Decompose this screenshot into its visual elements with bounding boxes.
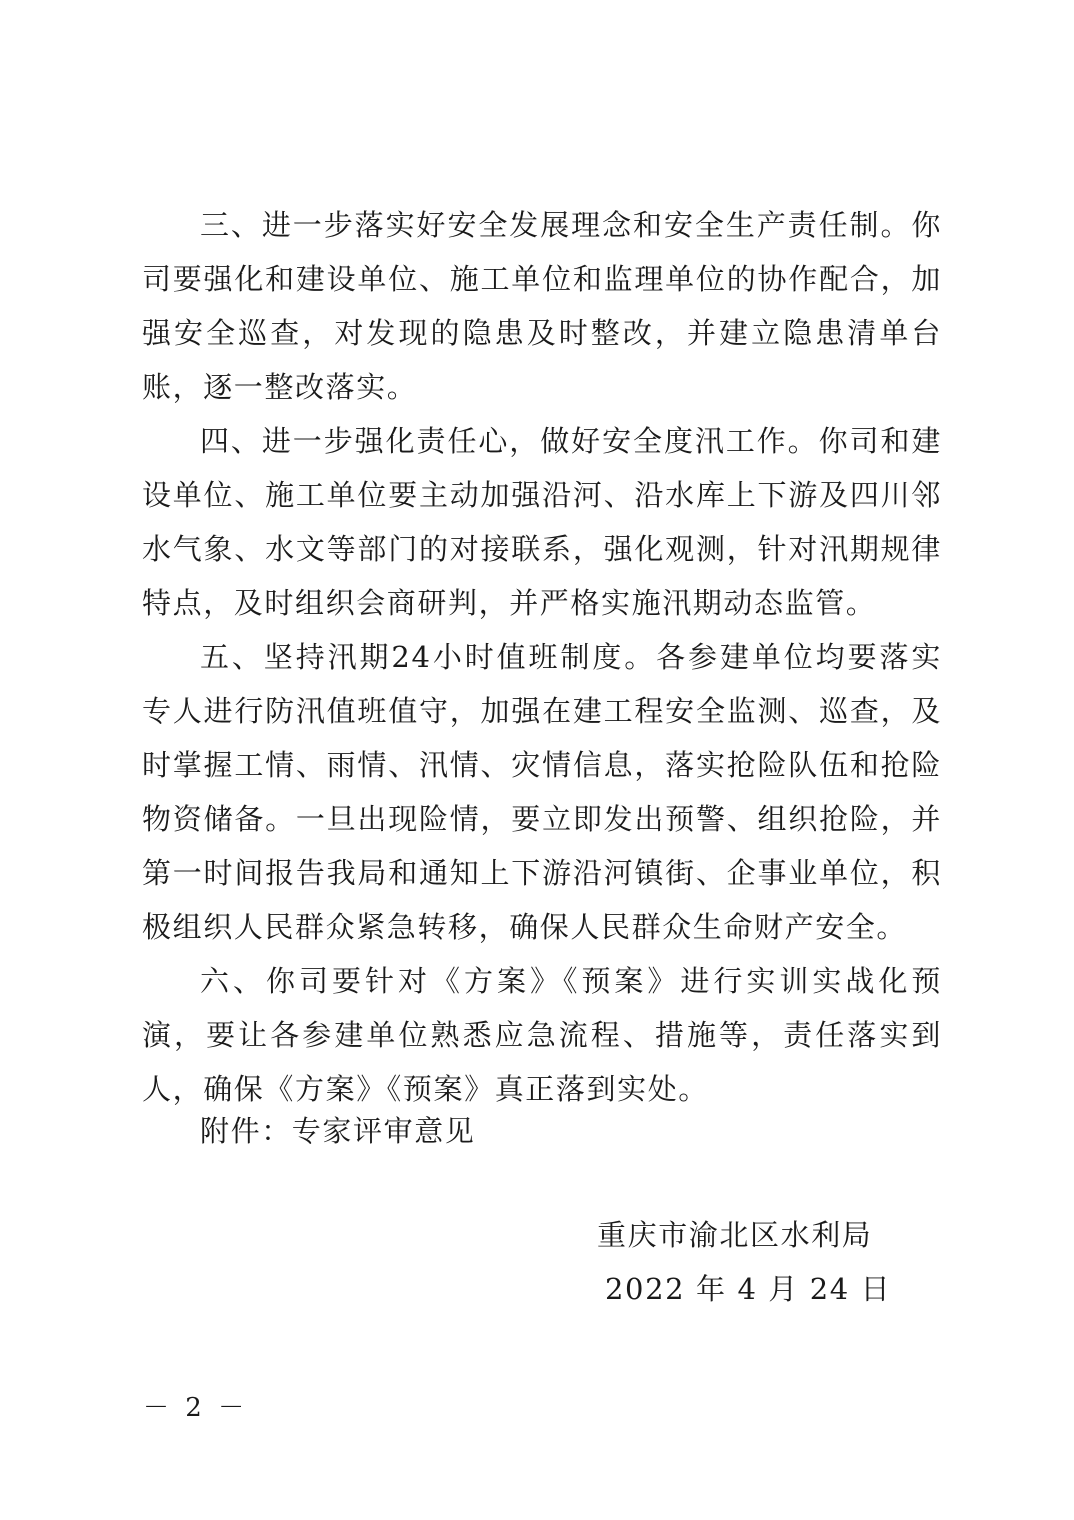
paragraph-six: 六、你司要针对《方案》《预案》进行实训实战化预演，要让各参建单位熟悉应急流程、措施等，责任落实到人，确保《方案》《预案》真正落到实处。 <box>142 964 942 1106</box>
issue-date: 2022 年 4 月 24 日 <box>605 1272 892 1306</box>
page-number: － 2 － <box>143 1393 249 1423</box>
document-body <box>142 198 942 1116</box>
paragraph-three: 三、进一步落实好安全发展理念和安全生产责任制。你司要强化和建设单位、施工单位和监理单位的协作配合，加强安全巡查，对发现的隐患及时整改，并建立隐患清单台账，逐一整改落实。 <box>142 208 942 404</box>
signature-block <box>597 1208 891 1316</box>
attachment-note: 附件：专家评审意见 <box>200 1114 476 1148</box>
issuing-organization: 重庆市渝北区水利局 <box>597 1218 873 1252</box>
paragraph-four: 四、进一步强化责任心，做好安全度汛工作。你司和建设单位、施工单位要主动加强沿河、沿水库上下游及四川邻水气象、水文等部门的对接联系，强化观测，针对汛期规律特点，及时组织会商研判，并严格实施汛期动态监管。 <box>142 424 942 620</box>
paragraph-five: 五、坚持汛期24小时值班制度。各参建单位均要落实专人进行防汛值班值守，加强在建工程安全监测、巡查，及时掌握工情、雨情、汛情、灾情信息，落实抢险队伍和抢险物资储备。一旦出现险情，要立即发出预警、组织抢险，并第一时间报告我局和通知上下游沿河镇街、企事业单位，积极组织人民群众紧急转移，确保人民群众生命财产安全。 <box>142 640 942 944</box>
